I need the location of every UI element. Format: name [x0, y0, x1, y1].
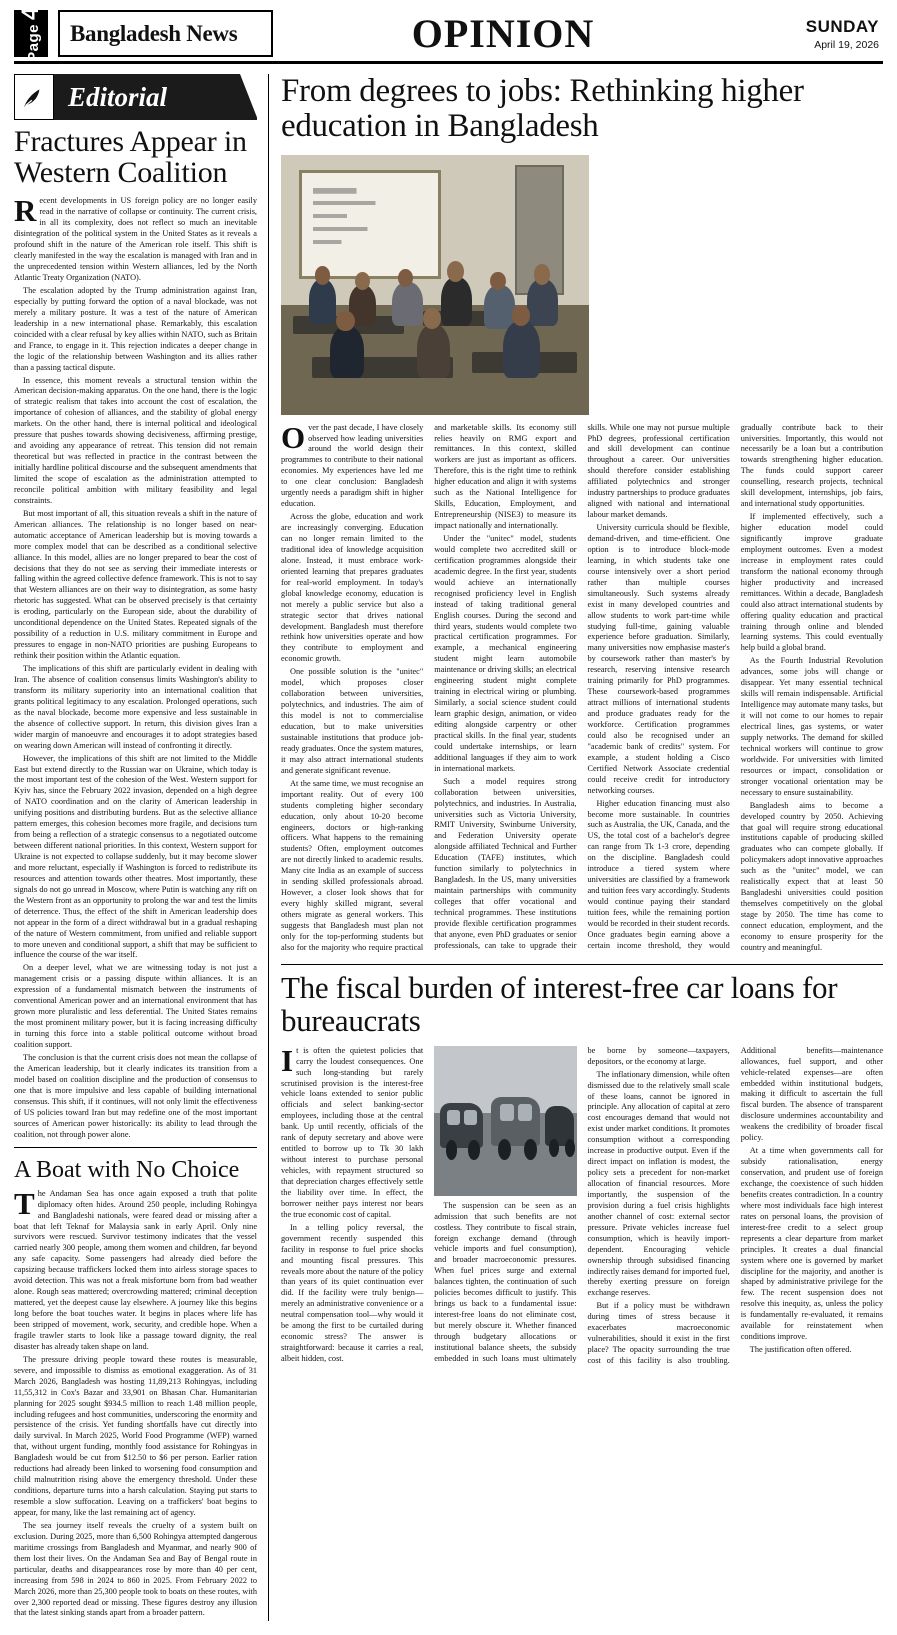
- date-block: [733, 10, 883, 57]
- editorial-paragraph: However, the implications of this shift are not limited to the Middle East but extend directly to the Russian war on Ukraine, which today is the most important test of the cohesion of the West. Western support for Kyiv has, since the February 2022 invasion, depended on a high degree of NATO coordination and on the clarity of American leadership in unifying positions and distributing burdens. But as the selective alliance pattern emerges, this cohesion becomes more fragile, and decisions turn from being a reflection of a strategic consensus to a negotiated outcome between different national priorities. In this context, Western support for Ukraine is not expected to collapse suddenly, but it may become slower and more reluctant, especially if Washington is forced to redistribute its resources and attention towards other theatres. Most importantly, these signals do not go unread in Moscow, where Putin is watching any rift on the Western front as an opportunity to prolong the war and test the limits of deterrence. Thus, the effect of the shift in American leadership does not appear in the form of a direct withdrawal but in a gradual reshaping of the nature of Western commitment, from unified and reliable support to more uneven and conditional support, a shift that may be sufficient to influence the course of the war itself.: [14, 753, 257, 960]
- editorial-paragraph: In essence, this moment reveals a structural tension within the American decision-making apparatus. On the one hand, there is the logic of strategic realism that takes into account the cost of escalation, the importance of cohesion of alliances, and the stability of global energy markets. On the other hand, there is internal political and ideological pressure that pushes towards showing decisiveness, affirming prestige, and avoiding any appearance of retreat. This tension did not remain theoretical but was reflected in practice in the contrast between the initially hardline political discourse and the subsequent amendments that limited the scope of escalation as the administration attempted to reconcile political ambition with military feasibility and legal constraints.: [14, 375, 257, 505]
- second-story-photo: [434, 1046, 576, 1196]
- second-story-paragraph: The inflationary dimension, while often dismissed due to the relatively small scale of these loans, cannot be ignored in principle. Any allocation of capital at zero cost encourages demand that would not exist under market conditions. It promotes consumption without a corresponding increase in productive output. Even if the direct impact on inflation is modest, the policy sets a precedent for non-market allocation of financial resources. More importantly, the suspension of the provision during a fuel crisis highlights another channel of cost: external sector pressure. Private vehicles increase fuel consumption, which is heavily import-dependent. Encouraging vehicle ownership through subsidised financing indirectly raises demand for imported fuel, thereby exerting pressure on foreign exchange reserves.: [587, 1069, 730, 1298]
- publication-date: April 19, 2026: [814, 38, 879, 51]
- editorial-paragraph: The sea journey itself reveals the cruelty of a system built on exclusion. During 2025, more than 6,500 Rohingya attempted dangerous maritime crossings from Bangladesh and Myanmar, and nearly 900 of them lost their lives. On the Andaman Sea and Bay of Bengal route in particular, deaths and disappearances rose by more than 40 per cent, increasing from 598 in 2024 to 860 in 2025. From February 2022 to March 2026, more than 25,300 people took to boats on these routes, with over 2,300 reported dead or missing. These figures destroy any illusion that the latest sinking stands apart from a broader pattern.: [14, 1520, 257, 1618]
- divider: [281, 964, 883, 965]
- second-story-paragraph: The suspension can be seen as an admission that such benefits are not costless. They contribute to fiscal strain, foreign exchange demand (through vehicle imports and fuel consumption), and broader macroeconomic pressures. When fuel prices surge and external balances tighten, the continuation of such policies becomes difficult to justify. This brings us back to a fundamental issue: interest-free loans do not eliminate cost, but merely obscure it. Whether financed through budgetary allocations or institutional balance sheets, the subsidy embedded in such loans must ultimately be borne by someone—taxpayers, depositors, or the economy at large.: [434, 1045, 730, 1363]
- main-story-paragraph: Bangladesh aims to become a developed country by 2050. Achieving that goal will require strong educational institutions capable of producing skilled graduates who can compete globally. If policymakers adopt innovative approaches such as the "unitec" model, we can realistically expect that at least 50 Bangladeshi universities could position themselves competitively on the global stage by 2050. The time has come to connect education, employment, and the economy to ensure prosperity for the country and meaningful.: [740, 800, 883, 952]
- main-story-body: [281, 419, 883, 954]
- main-story-paragraph: At the same time, we must recognise an important reality. Out of every 100 students completing higher secondary education, only about 10-20 become engineers, doctors or high-ranking officers. What happens to the remaining students? Often, employment outcomes are not directly linked to academic results. Many cite India as an example of success in sending skilled professionals abroad. However, a closer look shows that for every highly skilled migrant, several others migrate as general workers. This suggests that Bangladesh must plan not only for the top-performing students but also for the majority who require practical and marketable skills. Its economy still relies heavily on RMG export and remittances. In this context, skilled workers are just as important as officers. Therefore, this is the right time to rethink higher education and align it with systems such as the National Intelligence for Skills, Education, Employment, and Entrepreneurship (NISE3) to measure its impact nationally and internationally.: [281, 422, 577, 952]
- page-number: 4: [17, 5, 44, 20]
- editorial-paragraph: On a deeper level, what we are witnessing today is not just a management crisis or a passing dispute within alliances. It is an expression of a fundamental mismatch between the instruments of conventional American power and an international environment that has grown more pluralistic and less deferential. The United States remains the most prominent military power, but it is facing increasing difficulty in turning this force into a stable political outcome without broad coalition support.: [14, 963, 257, 1049]
- editorial-paragraph: The Andaman Sea has once again exposed a truth that polite diplomacy often hides. Around 250 people, including Rohingya and Bangladeshi nationals, were feared dead or missing after a boat that left Teknaf for Malaysia sank in early April. Only nine survivors were rescued. Survivor testimony indicates that the vessel carried nearly 300 people, among them women and children, far beyond any safe capacity. Some passengers had already died before the capsizing because traffickers locked them into airless storage spaces to avoid detection. This was not a freak misfortune born from bad weather alone. Rough seas mattered; overcrowding mattered; criminal deception mattered, yet the deepest cause lay elsewhere. A journey like this begins long before the boat touches water. It begins in places where life has been stripped of movement, work, security, and credible hope. When a fragile trawler starts to look like a passage toward dignity, the real disaster has already taken shape on land.: [14, 1185, 257, 1351]
- second-editorial-headline: A Boat with No Choice: [14, 1156, 240, 1183]
- main-story-paragraph: As the Fourth Industrial Revolution advances, some jobs will change or disappear. Yet many essential technical skills will remain indispensable. Artificial Intelligence may automate many tasks, but it will not come to our homes to repair electrical lines, gas systems, or water supply networks. The demand for skilled technical workers will continue to grow worldwide. For universities with limited resources or impact, consolidation or stronger vocational orientation may be necessary to ensure sustainability.: [740, 656, 883, 797]
- main-story-paragraph: Across the globe, education and work are increasingly converging. Education can no longer remain limited to the traditional idea of knowledge acquisition alone. Instead, it must embrace work-oriented learning that prepares graduates for real-world employment. In today's global knowledge economy, education is not merely a public service but also a strategic sector that drives national development. Bangladesh must therefore rethink how universities operate and how they contribute to employment and economic growth.: [281, 512, 424, 664]
- editorial-column: [14, 74, 269, 1621]
- divider: [14, 1147, 257, 1148]
- editorial-paragraph: The pressure driving people toward these routes is measurable, severe, and impossible to dismiss as emotional exaggeration. As of 31 March 2026, Bangladesh was hosting 11,89,213 Rohingyas, including 11,55,312 in Cox's Bazar and 33,901 on Bhasan Char. Humanitarian planning for 2025 sought $934.5 million to reach 1.48 million people, including refugees and host communities, underscoring the enormity and persistence of the crisis. Yet funding shortfalls have cut directly into daily survival. In March 2025, World Food Programme (WFP) warned that, without urgent funding, monthly food assistance for Rohingyas in Bangladesh would be cut from $12.50 to $6 per person. Earlier ration reductions had already been linked to worsening food consumption and child malnutrition rising above the emergency threshold. Under these conditions, departure turns into a harsh calculation. Staying put starts to resemble a slow suffocation. Leaving on a traffickers' boat begins to appear, for many, like the last remaining act of agency.: [14, 1354, 257, 1517]
- second-story-headline: The fiscal burden of interest-free car loans for bureaucrats: [281, 969, 838, 1039]
- editorial-banner-label: Editorial: [54, 74, 257, 120]
- second-story-paragraph: The justification often offered.: [749, 1345, 852, 1355]
- editorial-paragraph: Recent developments in US foreign policy are no longer easily read in the narrative of collapse or continuity. The current crisis, in all its complexity, does not reflect so much an inevitable disintegration of the political system in the United States as it reveals a profound shift in the nature of the American role itself. This shift is clearly manifested in the way the escalation is managed with Iran and in the unprecedented tension within Western alliances, led by the North Atlantic Treaty Organization (NATO).: [14, 193, 257, 282]
- editorial-headline: Fractures Appear in Western Coalition: [14, 125, 247, 190]
- main-story-photo: [281, 155, 589, 415]
- editorial-paragraph: But most important of all, this situation reveals a shift in the nature of American alliances. The relationship is no longer based on near-automatic acceptance of American leadership but is moving towards a more complex model that can be described as a conditional selective alliance. In this model, allies are no longer prepared to bear the cost of decisions that they do not see as serving their immediate interests or falling within the agreed collective defence framework. This is not to say that Western alliances are on their way to disintegration, as some hasty rhetoric has suggested. What can be observed precisely is that certainty is eroding, particularly on the European side, about the durability of unconditional dependence on the United States. Repeated signals of the possibility of a reduction in U.S. military commitment in Europe and pressures to engage in non-NATO priorities are pushing Europeans to rethink their position within the Atlantic equation.: [14, 508, 257, 660]
- brand-box: [58, 10, 273, 57]
- main-story-paragraph: Higher education financing must also become more sustainable. In countries such as Australia, the UK, Canada, and the US, the total cost of a bachelor's degree can range from Tk 1-3 crore, depending on the discipline. Bangladesh could introduce a tiered system where universities are classified by a framework and tuition fees vary accordingly. Students would continue paying their standard tuition fees, while the remaining portion would be recorded in their student records. Once graduates begin earning above a certain income threshold, they would gradually contribute back to their universities. Importantly, this would not necessarily be a loan but a contribution towards strengthening higher education. The funds could support career counselling, research projects, technical skill development, internships, job fairs, and international study opportunities.: [587, 422, 883, 950]
- editorial-paragraph: The conclusion is that the current crisis does not mean the collapse of the American leadership, but it clearly indicates its transition from a model based on coalition discipline and the production of consensus to one that is more impulsive and less capable of building international consensus. This shift, if it continues, will not only limit the effectiveness of US policies toward Iran but may redefine one of the most important sources of American power historically: its ability to lead through the coalition, not through power alone.: [14, 1053, 257, 1139]
- main-column: [281, 74, 883, 1621]
- editorial-paragraph: The implications of this shift are particularly evident in dealing with Iran. The absence of coalition consensus limits Washington's ability to transform its military superiority into an international coalition that grants political legitimacy to any escalation. Prolonged operations, such as the naval blockade, become more expensive and less sustainable in the absence of collective support. In return, this division gives Iran a wider margin of manoeuvre and encourages it to adopt strategies based on wearing down American will instead of confronting it directly.: [14, 664, 257, 750]
- editorial-paragraph: The escalation adopted by the Trump administration against Iran, especially by putting forward the option of a naval blockade, was not merely a military posture. It was a test of the nature of American leadership in a new international phase. Remarkably, this escalation coincided with a clear refusal by key allies within NATO, such as Britain and France, to engage in it. This rejection indicates a deeper change in the logic of the relationship between Washington and its allies rather than a passing tactical dispute.: [14, 285, 257, 372]
- page-label: Page: [25, 23, 42, 62]
- masthead: [14, 5, 883, 64]
- main-story-paragraph: Under the "unitec" model, students would complete two accredited skill or certification programmes alongside their academic degree. In the first year, students would achieve an internationally recognised proficiency level in English instead of taking traditional general English courses. During the second and third years, students would complete two practical certification programmes. For example, a mechanical engineering student might learn automobile maintenance or driving skills; an electrical engineering student might complete training in electrical wiring or plumbing. Similarly, a social science student could learn graphic design, animation, or video editing alongside carpentry or other practical skills. In the final year, students could undertake internships, or learn additional languages if they aim to work in international markets.: [434, 534, 577, 773]
- editorial-banner: [14, 74, 257, 120]
- second-story-paragraph: It is often the quietest policies that carry the loudest consequences. One such long-standing but rarely scrutinised provision is the interest-free vehicle loans extended to senior public officials and select banking-sector employees, including those at the central bank. Up until recently, officials of the rank of deputy secretary and above were entitled to borrow up to Tk 30 lakh without interest to purchase personal vehicles, with repayment structured so that depreciation charges effectively settle the liability over time. In effect, the borrower neither pays interest nor bears the true economic cost of capital.: [281, 1042, 424, 1219]
- second-story-paragraph: At a time when governments call for subsidy rationalisation, energy conservation, and prudent use of foreign exchange, the coexistence of such hidden benefits creates contradiction. In a country where most individuals face high interest rates on personal loans, the provision of interest-free credit to a select group represents a clear departure from market principles. It creates a dual financial system where one is governed by market discipline for the majority, and another is shaped by administrative privilege for the few. The recent suspension does not resolve this inequity, as, unless the policy is fundamentally re-evaluated, it remains available for reinstatement when conditions improve.: [740, 1146, 883, 1342]
- main-story-paragraph: Such a model requires strong collaboration between universities, polytechnics, and industries. In Australia, universities such as Victoria University, RMIT University, Swinburne University, and Federation University operate alongside affiliated Technical and Further Education (TAFE) institutes, which function similarly to polytechnics in Bangladesh. In the US, many universities maintain partnerships with community colleges that offer vocational and technical programmes. These institutions provide flexible certification programmes that anyone, even PhD graduates or senior professionals, can take to upgrade their skills. While one may not pursue multiple PhD degrees, professional certification and skill development can continue throughout a career. Our universities should therefore consider establishing affiliated polytechnics and stronger industry partnerships to produce graduates aligned with national and international labour market demands.: [434, 422, 730, 950]
- main-story-paragraph: Over the past decade, I have closely observed how leading universities around the world design their programmes to contribute to their national economies. My experiences have led me to one clear conclusion: Bangladesh urgently needs a paradigm shift in higher education.: [281, 419, 424, 509]
- section-title: OPINION: [411, 11, 595, 56]
- quill-pen-icon: [14, 74, 54, 120]
- second-story-paragraph: But if a policy must be withdrawn during times of stress because it exacerbates macroeconomic vulnerabilities, should it exist in the first place? The opacity surrounding the true cost of this facility is also troubling. Additional benefits—maintenance allowances, fuel support, and other vehicle-related expenses—are often embedded within institutional budgets, making it difficult to ascertain the full fiscal burden. The absence of transparent disclosure undermines accountability and weakens the credibility of broader fiscal policy.: [587, 1045, 883, 1366]
- page-content: [14, 74, 883, 1621]
- second-editorial-body: [14, 1185, 257, 1620]
- second-story-paragraph: In a telling policy reversal, the government recently suspended this facility in response to fuel price shocks and mounting fiscal pressures. This reveals more about the nature of the policy than years of its quiet continuation ever did. If the facility were truly benign—merely an administrative convenience or a neutral compensation tool—why would it be among the first to be curtailed during economic stress? The answer is straightforward: because it carries a real, albeit hidden, cost.: [281, 1222, 424, 1364]
- main-story-paragraph: If implemented effectively, such a higher education model could significantly improve graduate employment outcomes. Even a modest increase in employment rates could transform the national economy through higher productivity and increased remittances. Within a decade, Bangladesh could also attract international students by offering quality education and practical training through online and blended learning systems. This could eventually help build a global brand.: [740, 512, 883, 653]
- brand-name: Bangladesh News: [70, 20, 238, 46]
- editorial-body: [14, 193, 257, 1140]
- main-story-paragraph: University curricula should be flexible, demand-driven, and time-efficient. One option is to introduce block-mode learning, in which students take one course intensively over a short period rather than multiple courses simultaneously. Such systems already exist in many developed countries and allow students to work part-time while studying full-time, gaining valuable experience before graduation. Similarly, many universities now emphasise master's by coursework rather than master's by research, reserving intensive research training primarily for PhD programmes. These coursework-based programmes attract millions of international students and produce graduates ready for the workforce. Certification programmes could also be recognised under an "academic bank of credits" system. For example, a student holding a Cisco Certified Network Associate credential could receive credit for introductory networking courses.: [587, 523, 730, 795]
- day-of-week: SUNDAY: [805, 16, 879, 36]
- main-story-paragraph: One possible solution is the "unitec" model, which proposes closer collaboration between universities, polytechnics, and industries. The aim of this model is not to commercialise education, but to make universities sustainable institutions that produce job-ready graduates. Once the system matures, it may also attract international students and generate significant revenue.: [281, 667, 424, 775]
- page-number-tab: [14, 5, 48, 62]
- main-story-headline: From degrees to jobs: Rethinking higher education in Bangladesh: [281, 73, 804, 145]
- second-story-body: [281, 1042, 883, 1367]
